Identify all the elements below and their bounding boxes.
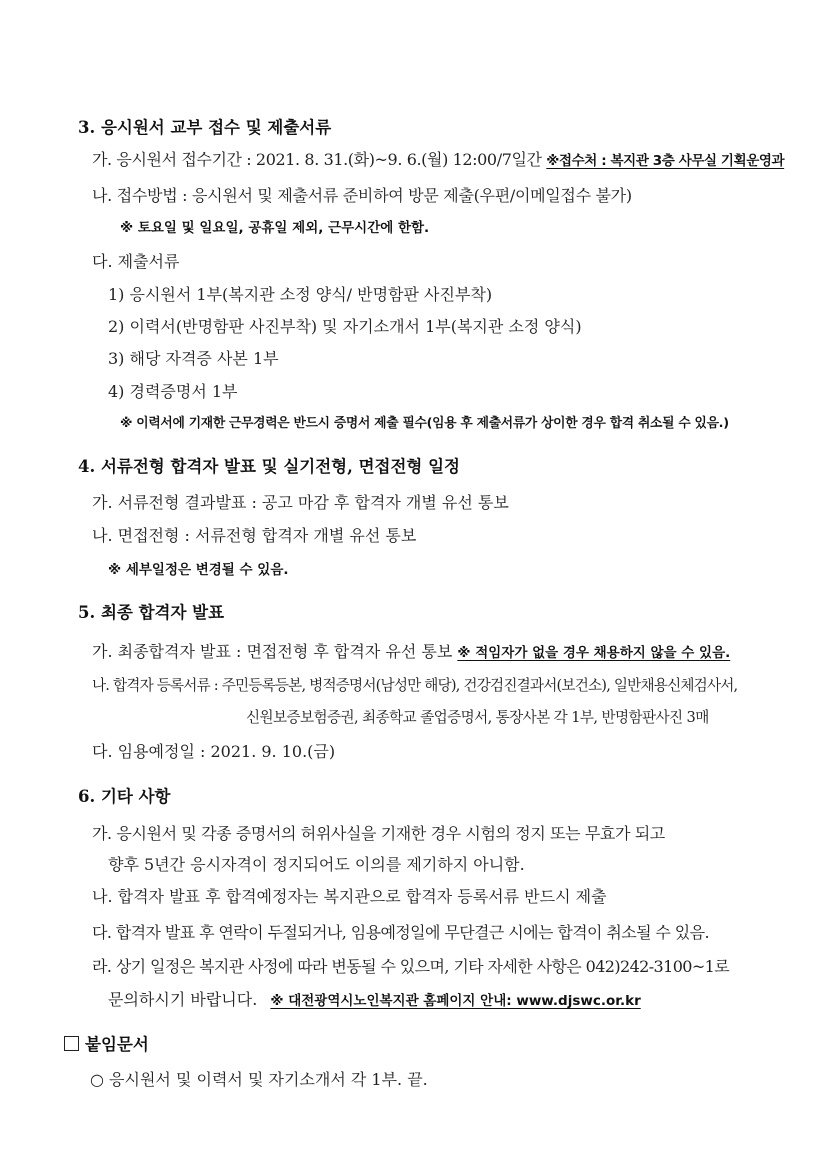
- s3-doc-3: 3) 해당 자격증 사본 1부: [108, 349, 279, 368]
- s4-note: ※ 세부일정은 변경될 수 있음.: [108, 562, 289, 578]
- s3-c-note: ※ 이력서에 기재한 근무경력은 반드시 증명서 제출 필수(임용 후 제출서류가 상이한 경우 합격 취소될 수 있음.): [120, 416, 729, 431]
- s3-doc-2: 2) 이력서(반명함판 사진부착) 및 자기소개서 1부(복지관 소정 양식): [108, 317, 582, 336]
- section-3-heading: 3. 응시원서 교부 접수 및 제출서류: [78, 118, 332, 137]
- s6-item-c: 다. 합격자 발표 후 연락이 두절되거나, 임용예정일에 무단결근 시에는 합격이 취소될 수 있음.: [92, 923, 709, 942]
- s4-item-b: 나. 면접전형 : 서류전형 합격자 개별 유선 통보: [92, 526, 417, 545]
- s3-item-c: 다. 제출서류: [92, 252, 180, 271]
- s5-item-a: [92, 641, 730, 664]
- s4-item-a: 가. 서류전형 결과발표 : 공고 마감 후 합격자 개별 유선 통보: [92, 493, 509, 512]
- s5-item-c: 다. 임용예정일 : 2021. 9. 10.(금): [92, 742, 336, 761]
- s3-item-a: [92, 149, 784, 172]
- s6-item-a-cont: 향후 5년간 응시자격이 정지되어도 이의를 제기하지 아니함.: [108, 855, 525, 874]
- s5-a-note: ※ 적임자가 없을 경우 채용하지 않을 수 있음.: [457, 645, 731, 661]
- s5-a-text: 가. 최종합격자 발표 : 면접전형 후 합격자 유선 통보: [92, 642, 453, 661]
- s6-item-d: 라. 상기 일정은 복지관 사정에 따라 변동될 수 있으며, 기타 자세한 사항은 042)242-3100~1로: [92, 957, 730, 976]
- attachment-heading: [64, 1034, 149, 1056]
- attachment-item: ○ 응시원서 및 이력서 및 자기소개서 각 1부. 끝.: [90, 1070, 428, 1089]
- s3-doc-1: 1) 응시원서 1부(복지관 소정 양식/ 반명함판 사진부착): [108, 285, 493, 304]
- s3-doc-4: 4) 경력증명서 1부: [108, 382, 238, 401]
- section-6-heading: 6. 기타 사항: [78, 787, 171, 806]
- s3-a-note: ※접수처 : 복지관 3층 사무실 기획운영과: [546, 153, 785, 169]
- section-5-heading: 5. 최종 합격자 발표: [78, 603, 225, 622]
- s6-item-d-cont: [108, 989, 641, 1012]
- s5-item-b: 나. 합격자 등록서류 : 주민등록등본, 병적증명서(남성만 해당), 건강검진결과서(보건소), 일반채용신체검사서,: [92, 677, 738, 694]
- s6-item-b: 나. 합격자 발표 후 합격예정자는 복지관으로 합격자 등록서류 반드시 제출: [92, 887, 607, 906]
- s5-item-b-cont: 신원보증보험증권, 최종학교 졸업증명서, 통장사본 각 1부, 반명함판사진 3매: [246, 709, 709, 726]
- section-4-heading: 4. 서류전형 합격자 발표 및 실기전형, 면접전형 일정: [78, 457, 460, 476]
- homepage-link-note: ※ 대전광역시노인복지관 홈페이지 안내: www.djswc.or.kr: [270, 993, 641, 1009]
- s6-d-cont-text: 문의하시기 바랍니다.: [108, 990, 258, 1009]
- checkbox-square-icon: [64, 1036, 79, 1051]
- s3-a-text: 가. 응시원서 접수기간 : 2021. 8. 31.(화)~9. 6.(월) 12:00/7일간: [92, 150, 542, 169]
- s3-b-note: ※ 토요일 및 일요일, 공휴일 제외, 근무시간에 한함.: [120, 220, 430, 236]
- s3-item-b: 나. 접수방법 : 응시원서 및 제출서류 준비하여 방문 제출(우편/이메일접수 불가): [92, 186, 632, 205]
- attachment-heading-text: 붙임문서: [85, 1035, 149, 1054]
- s6-item-a: 가. 응시원서 및 각종 증명서의 허위사실을 기재한 경우 시험의 정지 또는 무효가 되고: [92, 824, 665, 843]
